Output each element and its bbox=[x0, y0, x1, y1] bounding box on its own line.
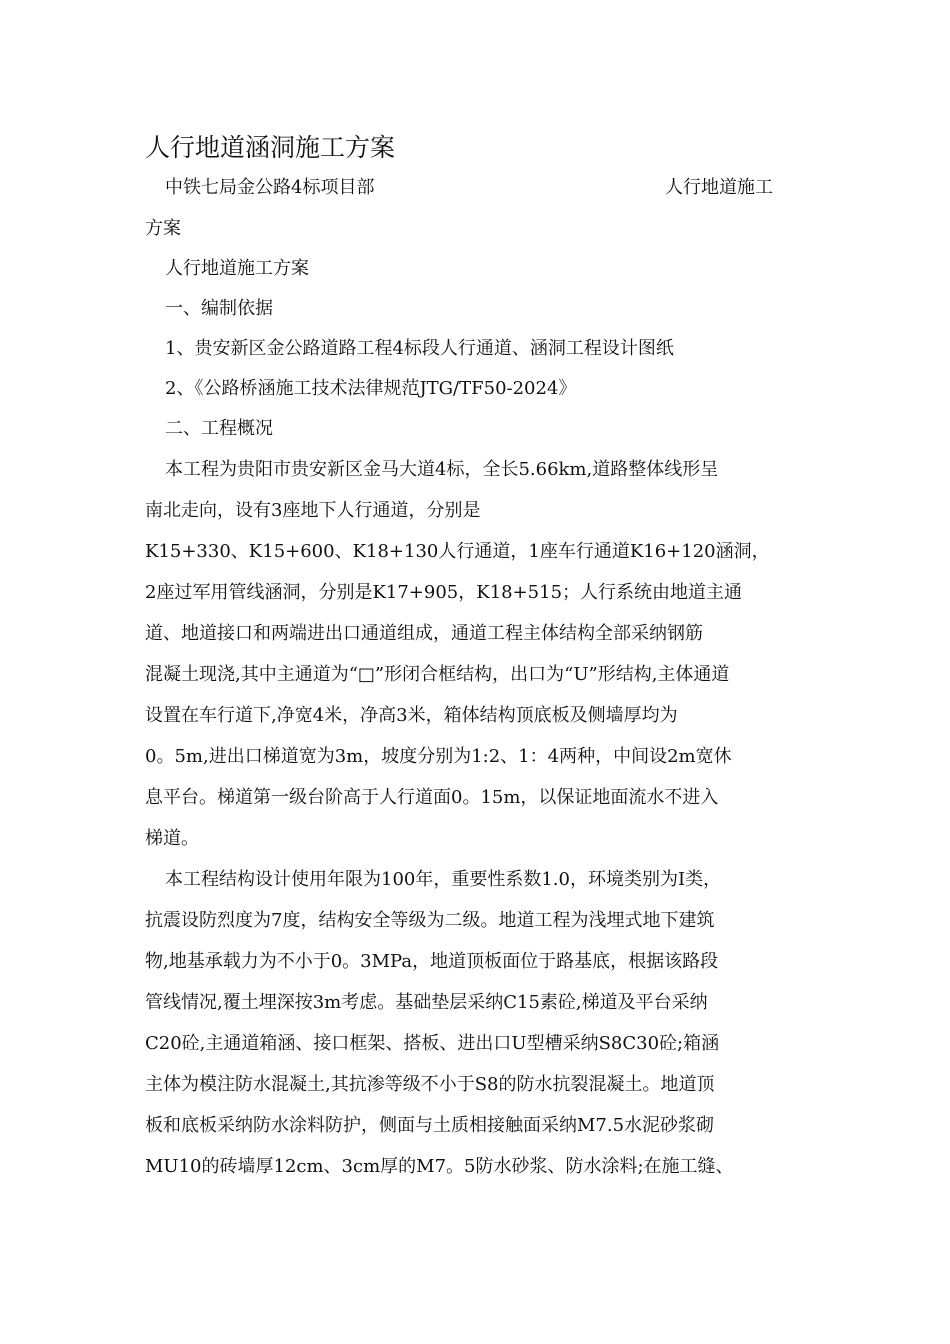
header-wrap: 方案 bbox=[145, 218, 181, 239]
paragraph-1-line: 息平台。梯道第一级台阶高于人行道面0。15m，以保证地面流水不进入 bbox=[145, 787, 719, 808]
paragraph-1-line: 南北走向，设有3座地下人行通道，分别是 bbox=[145, 500, 481, 521]
section-heading-2: 二、工程概况 bbox=[165, 418, 273, 439]
paragraph-2-line: 抗震设防烈度为7度，结构安全等级为二级。地道工程为浅埋式地下建筑 bbox=[145, 910, 715, 931]
paragraph-1-line: 0。5m,进出口梯道宽为3m，坡度分别为1:2、1：4两种，中间设2m宽休 bbox=[145, 746, 732, 767]
paragraph-1-line: 梯道。 bbox=[145, 828, 199, 849]
paragraph-1-line: 设置在车行道下,净宽4米，净高3米，箱体结构顶底板及侧墙厚均为 bbox=[145, 705, 678, 726]
paragraph-2-line: 管线情况,覆土埋深按3m考虑。基础垫层采纳C15素砼,梯道及平台采纳 bbox=[145, 992, 708, 1013]
paragraph-1-line: 本工程为贵阳市贵安新区金马大道4标，全长5.66km,道路整体线形呈 bbox=[165, 459, 719, 480]
paragraph-1-line: 混凝土现浇,其中主通道为“□”形闭合框结构，出口为“U”形结构,主体通道 bbox=[145, 664, 730, 685]
header-left: 中铁七局金公路4标项目部 bbox=[165, 177, 375, 198]
reference-item-1: 1、贵安新区金公路道路工程4标段人行通道、涵洞工程设计图纸 bbox=[165, 338, 674, 359]
paragraph-2-line: C20砼,主通道箱涵、接口框架、搭板、进出口U型槽采纳S8C30砼;箱涵 bbox=[145, 1033, 720, 1054]
paragraph-2-line: 物,地基承载力为不小于0。3MPa，地道顶板面位于路基底，根据该路段 bbox=[145, 951, 719, 972]
paragraph-2-line: 主体为模注防水混凝土,其抗渗等级不小于S8的防水抗裂混凝土。地道顶 bbox=[145, 1074, 715, 1095]
paragraph-1-line: K15+330、K15+600、K18+130人行通道，1座车行通道K16+120涵洞， bbox=[145, 541, 770, 562]
paragraph-1-line: 道、地道接口和两端进出口通道组成，通道工程主体结构全部采纳钢筋 bbox=[145, 623, 703, 644]
paragraph-2-line: 板和底板采纳防水涂料防护，侧面与土质相接触面采纳M7.5水泥砂浆砌 bbox=[145, 1115, 715, 1136]
reference-item-2: 2、《公路桥涵施工技术法律规范JTG/TF50-2024》 bbox=[165, 378, 577, 399]
section-heading-1: 一、编制依据 bbox=[165, 298, 273, 319]
paragraph-2-line: 本工程结构设计使用年限为100年，重要性系数1.0，环境类别为Ⅰ类， bbox=[165, 869, 722, 890]
paragraph-1-line: 2座过军用管线涵洞，分别是K17+905，K18+515；人行系统由地道主通 bbox=[145, 582, 743, 603]
header-right: 人行地道施工 bbox=[665, 177, 773, 198]
header-line bbox=[165, 174, 815, 202]
paragraph-2-line: MU10的砖墙厚12cm、3cm厚的M7。5防水砂浆、防水涂料;在施工缝、 bbox=[145, 1156, 734, 1177]
subtitle: 人行地道施工方案 bbox=[165, 258, 309, 279]
document-title: 人行地道涵洞施工方案 bbox=[145, 133, 396, 162]
